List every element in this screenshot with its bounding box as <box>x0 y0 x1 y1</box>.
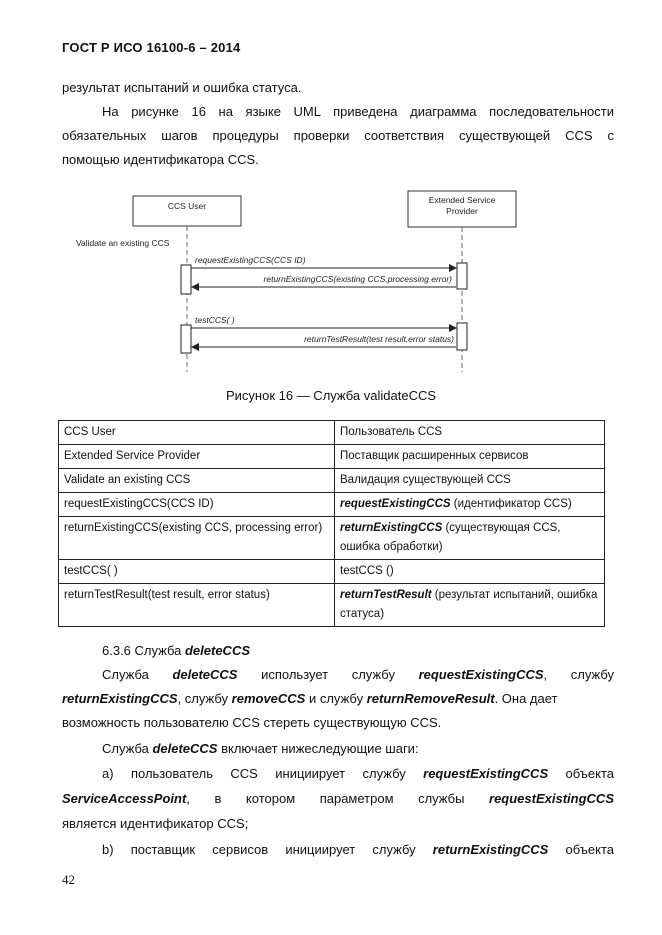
activation-provider-1 <box>457 263 467 289</box>
table-row <box>59 560 605 584</box>
text: Служба <box>102 741 153 756</box>
term: requestExistingCCS <box>489 791 614 806</box>
table-cell-ru-text: Валидация существующей CCS <box>340 474 511 486</box>
table-cell-ru-term: returnTestResult <box>340 589 432 601</box>
message-label-3: testCCS( ) <box>195 315 235 325</box>
provider-label-line2: Provider <box>446 206 478 216</box>
text: , службу <box>177 691 232 706</box>
text: объекта <box>548 842 614 857</box>
intro-line: результат испытаний и ошибка статуса. <box>62 80 302 95</box>
text: включает нижеследующие шаги: <box>217 741 419 756</box>
paragraph-3-line-3: является идентификатор CCS; <box>62 816 249 831</box>
text: , в котором параметром службы <box>186 791 490 806</box>
term: deleteCCS <box>172 667 238 682</box>
text: a) пользователь CCS инициирует службу <box>102 766 424 781</box>
term: requestExistingCCS <box>423 766 549 781</box>
page-number: 42 <box>62 872 75 887</box>
table-row <box>59 469 605 493</box>
page-header-title: ГОСТ Р ИСО 16100-6 – 2014 <box>62 40 241 55</box>
paragraph-2 <box>62 737 614 761</box>
text: и службу <box>305 691 367 706</box>
term: returnExistingCCS <box>62 691 178 706</box>
paragraph-4-line-1 <box>62 838 614 862</box>
section-heading-term: deleteCCS <box>184 643 251 658</box>
table-cell-en: CCS User <box>59 421 335 445</box>
intro-paragraph-line-1: На рисунке 16 на языке UML приведена диаграмма последовательности <box>102 104 614 119</box>
table-row <box>59 517 605 560</box>
table-cell-ru-text: testCCS () <box>340 565 394 577</box>
term: removeCCS <box>231 691 306 706</box>
table-cell-ru <box>335 517 605 560</box>
table-row <box>59 493 605 517</box>
table-cell-ru <box>335 584 605 627</box>
message-label-1: requestExistingCCS(CCS ID) <box>195 255 306 265</box>
text: Служба <box>102 667 173 682</box>
table-cell-en: returnTestResult(test result, error status) <box>59 584 335 627</box>
term: returnExistingCCS <box>432 842 549 857</box>
table-cell-ru-term: returnExistingCCS <box>340 522 443 534</box>
table-cell-en: returnExistingCCS(existing CCS, processing error) <box>59 517 335 560</box>
figure-caption: Рисунок 16 — Служба validateCCS <box>225 388 437 403</box>
table-cell-ru-term: requestExistingCCS <box>340 498 451 510</box>
table-cell-ru <box>335 469 605 493</box>
table-row <box>59 584 605 627</box>
section-heading-prefix: 6.3.6 Служба <box>102 643 185 658</box>
intro-paragraph-line-3: помощью идентификатора CCS. <box>62 152 259 167</box>
table-cell-ru <box>335 493 605 517</box>
section-heading <box>62 639 614 663</box>
text: b) поставщик сервисов инициирует службу <box>102 842 433 857</box>
message-label-2: returnExistingCCS(existing CCS,processing error) <box>263 274 452 284</box>
table-left-rule <box>58 614 59 624</box>
paragraph-1-line-3: возможность пользователю CCS стереть существующую CCS. <box>62 715 442 730</box>
uml-sequence-diagram <box>0 0 662 385</box>
table-cell-en: Validate an existing CCS <box>59 469 335 493</box>
term: requestExistingCCS <box>418 667 544 682</box>
paragraph-1-line-2 <box>62 687 614 711</box>
table-cell-ru-text: (идентификатор CCS) <box>450 498 572 510</box>
provider-label-line1: Extended Service <box>428 195 496 205</box>
text: . Она дает <box>494 691 558 706</box>
translation-table <box>58 420 605 627</box>
term: returnRemoveResult <box>366 691 495 706</box>
table-cell-en: testCCS( ) <box>59 560 335 584</box>
table-cell-ru-text: (существующая CCS, ошибка обработки) <box>340 522 561 553</box>
intro-paragraph-line-2: обязательных шагов процедуры проверки соответствия существующей CCS с <box>62 128 614 143</box>
text: объекта <box>548 766 614 781</box>
table-row <box>59 421 605 445</box>
activation-provider-2 <box>457 323 467 350</box>
text: использует службу <box>237 667 419 682</box>
table-cell-ru-text: (результат испытаний, ошибка статуса) <box>340 589 598 620</box>
term: deleteCCS <box>152 741 218 756</box>
message-label-4: returnTestResult(test result,error status) <box>304 334 454 344</box>
table-cell-en: Extended Service Provider <box>59 445 335 469</box>
scenario-label: Validate an existing CCS <box>76 238 170 248</box>
term: ServiceAccessPoint <box>62 791 187 806</box>
table-cell-ru <box>335 560 605 584</box>
table-cell-ru <box>335 421 605 445</box>
paragraph-3-line-2 <box>62 787 614 811</box>
table-cell-ru-text: Пользователь CCS <box>340 426 443 438</box>
paragraph-1-line-1 <box>62 663 614 687</box>
table-cell-ru <box>335 445 605 469</box>
activation-user-1 <box>181 265 191 294</box>
paragraph-3-line-1 <box>62 762 614 786</box>
ccs-user-label: CCS User <box>167 201 207 211</box>
table-row <box>59 445 605 469</box>
table-cell-ru-text: Поставщик расширенных сервисов <box>340 450 529 462</box>
text: , службу <box>543 667 614 682</box>
activation-user-2 <box>181 325 191 353</box>
table-cell-en: requestExistingCCS(CCS ID) <box>59 493 335 517</box>
